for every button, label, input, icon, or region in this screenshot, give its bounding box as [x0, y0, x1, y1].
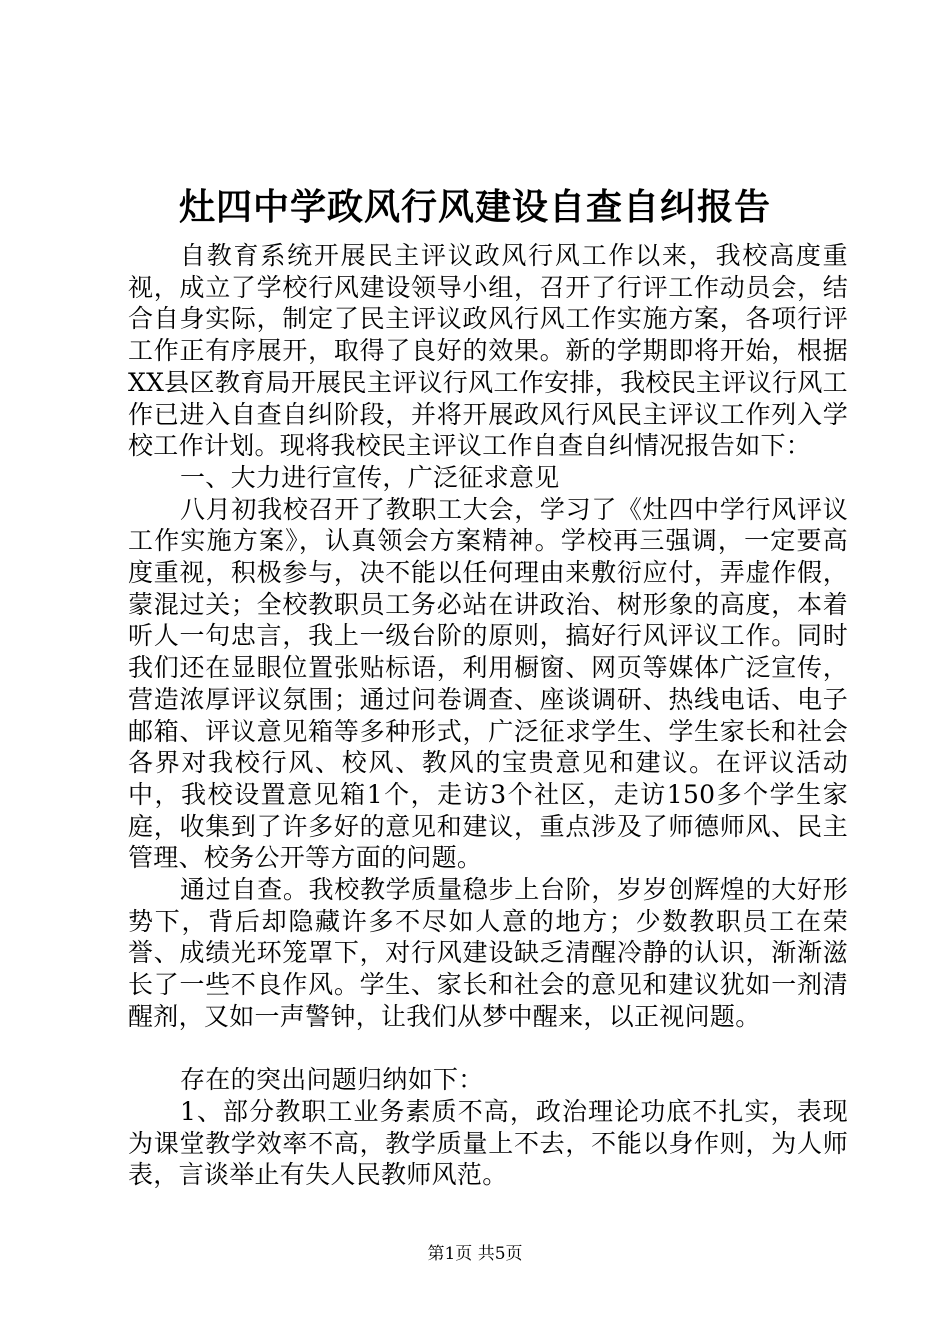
- section-heading-1: 一、大力进行宣传，广泛征求意见: [180, 462, 560, 492]
- paragraph-self-check: 通过自查。我校教学质量稳步上台阶，岁岁创辉煌的大好形势下，背后却隐藏许多不尽如人意的地方；少数教职员工在荣誉、成绩光环笼罩下，对行风建设缺乏清醒冷静的认识，渐渐滋长了一些不良作风。学生、家长和社会的意见和建议犹如一剂清醒剂，又如一声警钟，让我们从梦中醒来，以正视问题。: [128, 875, 848, 1031]
- paragraph-problem-1: 1、部分教职工业务素质不高，政治理论功底不扎实，表现为课堂教学效率不高，教学质量上不去，不能以身作则，为人师表，言谈举止有失人民教师风范。: [128, 1096, 848, 1190]
- paragraph-publicity: 八月初我校召开了教职工大会，学习了《灶四中学行风评议工作实施方案》，认真领会方案精神。学校再三强调，一定要高度重视，积极参与，决不能以任何理由来敷衍应付，弄虚作假，蒙混过关；全校教职员工务必站在讲政治、树形象的高度，本着听人一句忠言，我上一级台阶的原则，搞好行风评议工作。同时我们还在显眼位置张贴标语，利用橱窗、网页等媒体广泛宣传，营造浓厚评议氛围；通过问卷调查、座谈调研、热线电话、电子邮箱、评议意见箱等多种形式，广泛征求学生、学生家长和社会各界对我校行风、校风、教风的宝贵意见和建议。在评议活动中，我校设置意见箱1个，走访3个社区，走访150多个学生家庭，收集到了许多好的意见和建议，重点涉及了师德师风、民主管理、校务公开等方面的问题。: [128, 494, 848, 873]
- paragraph-intro: 自教育系统开展民主评议政风行风工作以来，我校高度重视，成立了学校行风建设领导小组，召开了行评工作动员会，结合自身实际，制定了民主评议政风行风工作实施方案，各项行评工作正有序展开，取得了良好的效果。新的学期即将开始，根据XX县区教育局开展民主评议行风工作安排，我校民主评议行风工作已进入自查自纠阶段，并将开展政风行风民主评议工作列入学校工作计划。现将我校民主评议工作自查自纠情况报告如下：: [128, 241, 848, 461]
- document-title: 灶四中学政风行风建设自查自纠报告: [178, 186, 771, 228]
- problems-heading: 存在的突出问题归纳如下：: [180, 1065, 484, 1095]
- paragraph-spacer: [128, 1033, 848, 1065]
- document-body: [128, 240, 848, 1191]
- page-number: 第1页 共5页: [427, 1244, 523, 1264]
